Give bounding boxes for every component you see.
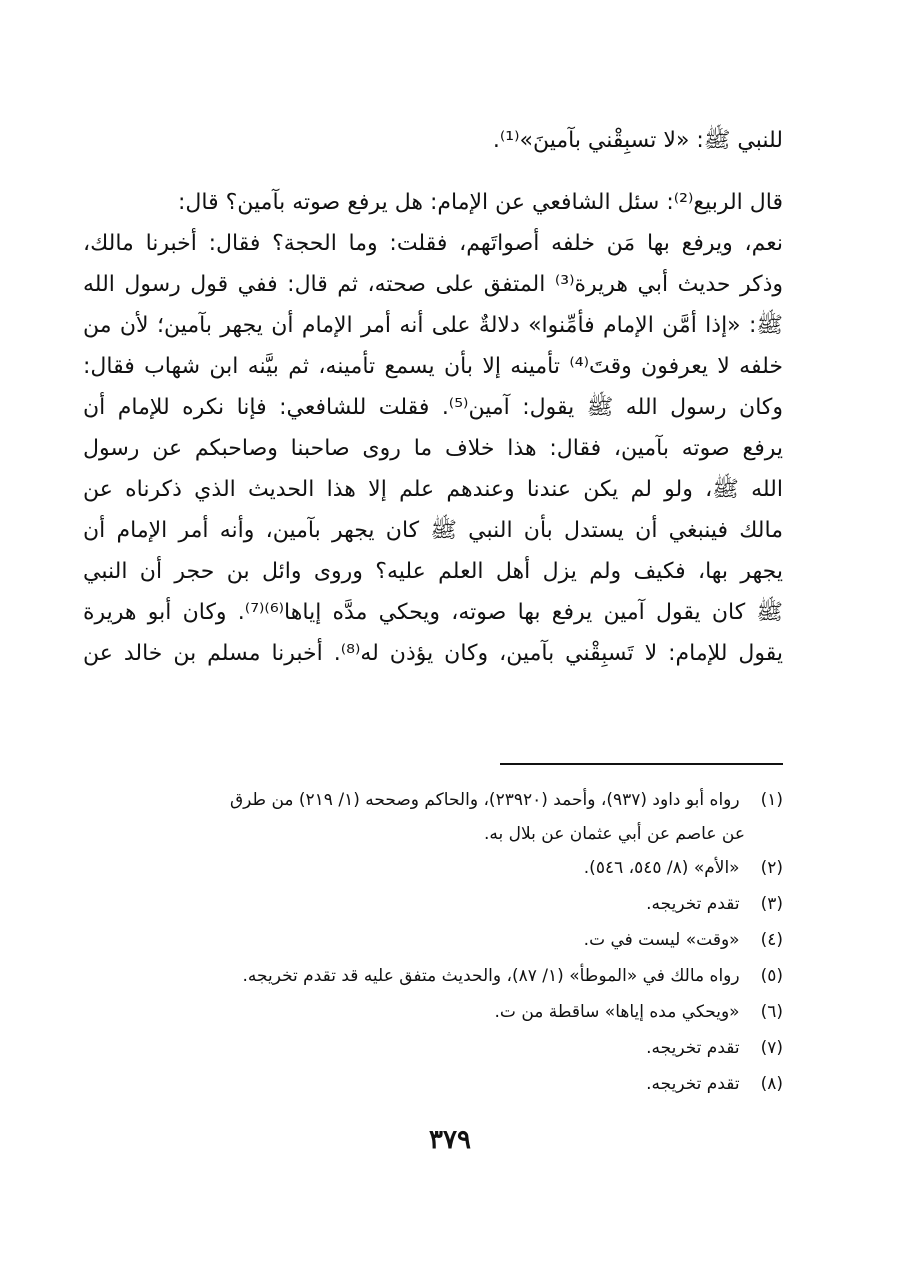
footnote-4 (83, 925, 783, 955)
footnote-number: (١) (760, 790, 783, 810)
body-line-7: وكان رسول الله ﷺ يقول: آمين⁽⁵⁾. فقلت للشافعي: فإنا نكره للإمام أن (83, 395, 783, 420)
footnote-number: (٤) (760, 930, 783, 950)
page-number: ٣٧٩ (429, 1125, 471, 1155)
body-line-4: وذكر حديث أبي هريرة⁽³⁾ المتفق على صحته، ثم قال: ففي قول رسول الله (83, 272, 783, 297)
footnote-1 (83, 785, 783, 815)
body-line-6: خلفه لا يعرفون وقتَ⁽⁴⁾ تأمينه إلا بأن يسمع تأمينه، ثم بيَّنه ابن شهاب فقال: (83, 354, 783, 379)
footnote-text: تقدم تخريجه. (646, 894, 740, 914)
footnote-7 (83, 1033, 783, 1063)
footnote-number: (٢) (760, 858, 783, 878)
body-line-11: يجهر بها، فكيف ولم يزل أهل العلم عليه؟ وروى وائل بن حجر أن النبي (83, 559, 783, 584)
footnote-number: (٦) (760, 1002, 783, 1022)
body-line-3: نعم، ويرفع بها مَن خلفه أصواتَهم، فقلت: وما الحجة؟ فقال: أخبرنا مالك، (83, 231, 783, 256)
footnote-text: «الأم» (٨/ ٥٤٥، ٥٤٦). (583, 858, 740, 878)
footnote-text: رواه مالك في «الموطأ» (١/ ٨٧)، والحديث متفق عليه قد تقدم تخريجه. (242, 966, 740, 986)
footnote-number: (٧) (760, 1038, 783, 1058)
footnote-text: «ويحكي مده إياها» ساقطة من ت. (494, 1002, 740, 1022)
body-line-9: الله ﷺ، ولو لم يكن عندنا وعندهم علم إلا هذا الحديث الذي ذكرناه عن (83, 477, 783, 502)
body-line-10: مالك فينبغي أن يستدل بأن النبي ﷺ كان يجهر بآمين، وأنه أمر الإمام أن (83, 518, 783, 543)
body-line-1: للنبي ﷺ: «لا تسبِقْني بآمينَ»⁽¹⁾. (492, 128, 783, 153)
footnote-number: (٣) (760, 894, 783, 914)
body-line-8: يرفع صوته بآمين، فقال: هذا خلاف ما روى صاحبنا وصاحبكم عن رسول (83, 436, 783, 461)
footnote-8 (83, 1069, 783, 1099)
body-line-5: ﷺ: «إذا أمَّن الإمام فأمِّنوا» دلالةٌ على أنه أمر الإمام أن يجهر بآمين؛ لأن من (83, 313, 783, 338)
footnote-2 (83, 853, 783, 883)
footnote-number: (٨) (760, 1074, 783, 1094)
body-line-2: قال الربيع⁽²⁾: سئل الشافعي عن الإمام: هل يرفع صوته بآمين؟ قال: (177, 190, 783, 215)
footnote-text: تقدم تخريجه. (646, 1074, 740, 1094)
footnote-text: رواه أبو داود (٩٣٧)، وأحمد (٢٣٩٢٠)، والحاكم وصححه (١/ ٢١٩) من طرق (229, 790, 740, 810)
footnote-text: تقدم تخريجه. (646, 1038, 740, 1058)
footnote-separator (500, 763, 783, 765)
footnote-text: «وقت» ليست في ت. (583, 930, 740, 950)
body-line-13: يقول للإمام: لا تَسبِقْني بآمين، وكان يؤذن له⁽⁸⁾. أخبرنا مسلم بن خالد عن (83, 641, 783, 666)
footnote-6 (83, 997, 783, 1027)
body-line-12: ﷺ كان يقول آمين يرفع بها صوته، ويحكي مدَّه إياها⁽⁶⁾⁽⁷⁾. وكان أبو هريرة (83, 600, 783, 625)
footnote-3 (83, 889, 783, 919)
footnote-number: (٥) (760, 966, 783, 986)
footnote-5 (83, 961, 783, 991)
footnote-1-continuation: عن عاصم عن أبي عثمان عن بلال به. (483, 824, 745, 844)
